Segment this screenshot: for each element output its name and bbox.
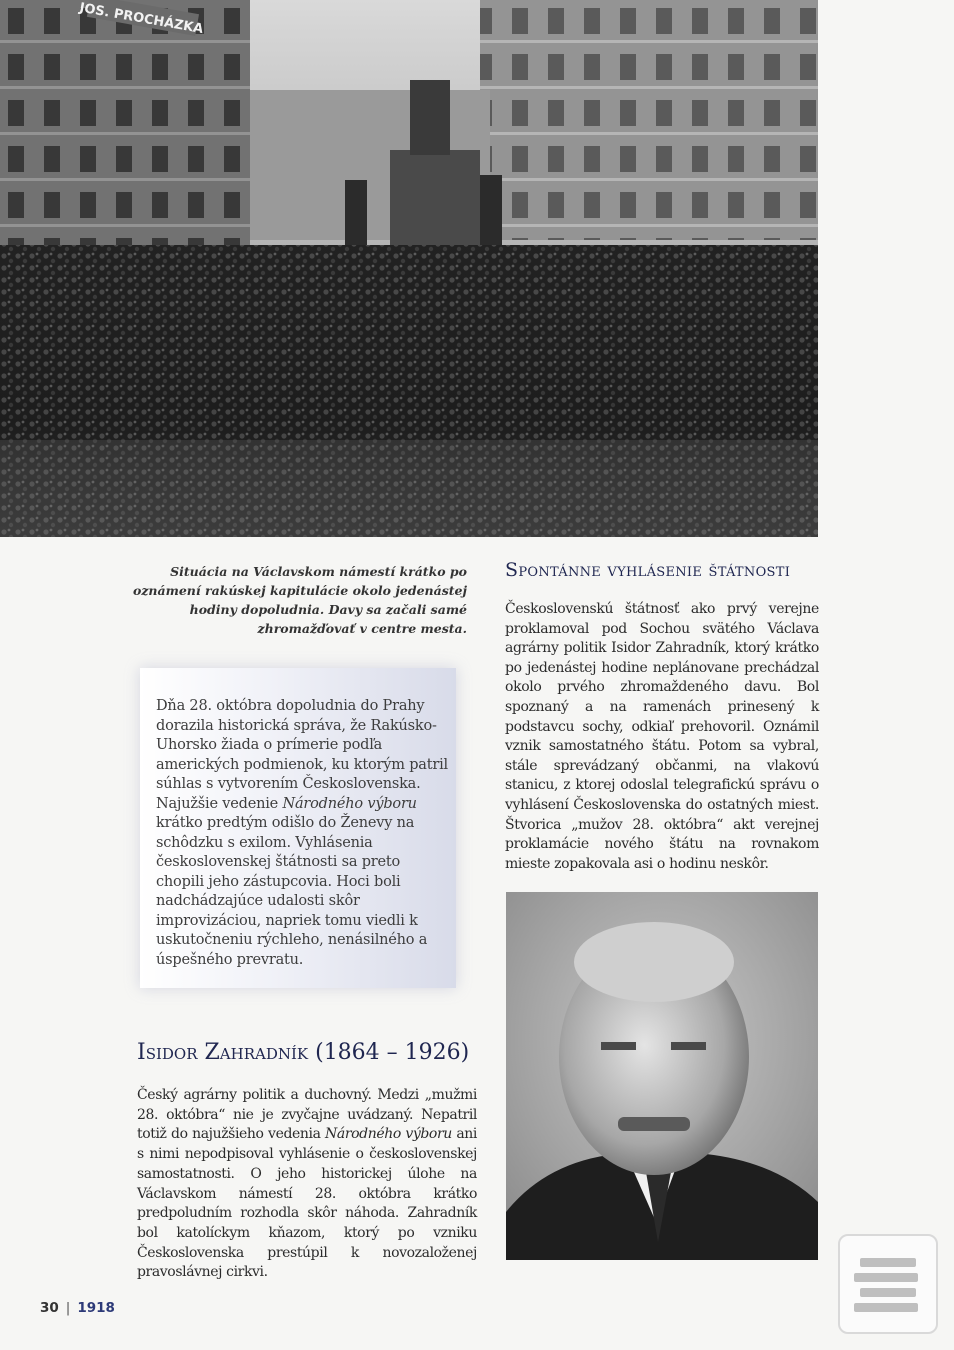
page-number: 30 (40, 1300, 59, 1316)
intro-italic-term: Národného výboru (282, 795, 417, 812)
reader-menu-button[interactable] (838, 1234, 938, 1334)
bio-italic-term: Národného výboru (325, 1126, 452, 1143)
portrait-photo (506, 892, 818, 1260)
photo-caption: Situácia na Václavskom námestí krátko po oznámení rakúskej kapitulácie okolo jedenástej hodiny dopoludnia. Davy sa začali samé zhromažďovať v centre mesta. (133, 564, 467, 636)
page-footer (40, 1300, 115, 1316)
bio-text: Český agrárny politik a duchovný. Medzi „mužmi 28. októbra“ nie je zvyčajne uvádzaný. Nepatril totiž do najužšieho vedenia Národného výboru ani s nimi nepodpisoval vyhlásenie o československej samostatnosti. O jeho historickej úlohe na Václavskom námestí 28. októbra krátko predpoludním rozhodla skôr náhoda. Zahradník bol katolíckym kňazom, ktorý po vzniku Československa prestúpil k novozaloženej pravoslávnej cirkvi. (137, 1087, 477, 1281)
footer-year: 1918 (77, 1300, 115, 1316)
stacked-lines-icon (840, 1236, 936, 1332)
bio-heading: Isidor Zahradník (1864 – 1926) (137, 1040, 470, 1065)
section-body: Československú štátnosť ako prvý verejne proklamoval pod Sochou svätého Václava agrárny politik Isidor Zahradník, ktorý krátko po jedenástej hodine neplánovane prechádzal okolo prvého zhromaždeného davu. Bol spoznaný a na ramenách prinesený k podstavcu sochy, odkiaľ prehovoril. Oznámil vznik samostatného štátu. Potom sa vybral, stále sprevádzaný občanmi, na vlakovú stanicu, z ktorej odoslal telegrafickú správu o vyhlásení Československa do ostatných miest. Štvorica „mužov 28. októbra“ akt verejnej proklamácie nového štátu na rovnakom mieste zopakovala asi o hodinu neskôr. (505, 601, 819, 872)
section-heading: Spontánne vyhlásenie štátnosti (505, 559, 791, 581)
shop-sign-text: JOS. PROCHÁZKA (78, 0, 205, 38)
intro-text: Dňa 28. októbra dopoludnia do Prahy dorazila historická správa, že Rakúsko-Uhorsko žiada o prímerie podľa amerických podmienok, ku ktorým patril súhlas s vytvorením Československa. Najužšie vedenie Národného výboru krátko predtým odišlo do Ženevy na schôdzku s exilom. Vyhlásenia československej štátnosti sa preto chopili jeho zástupcovia. Hoci boli nadchádzajúce udalosti skôr improvizáciou, napriek tomu viedli k uskutočneniu rýchleho, nenásilného a úspešného prevratu. (156, 698, 448, 968)
footer-separator: | (65, 1300, 71, 1316)
crowd-photo (0, 0, 818, 537)
